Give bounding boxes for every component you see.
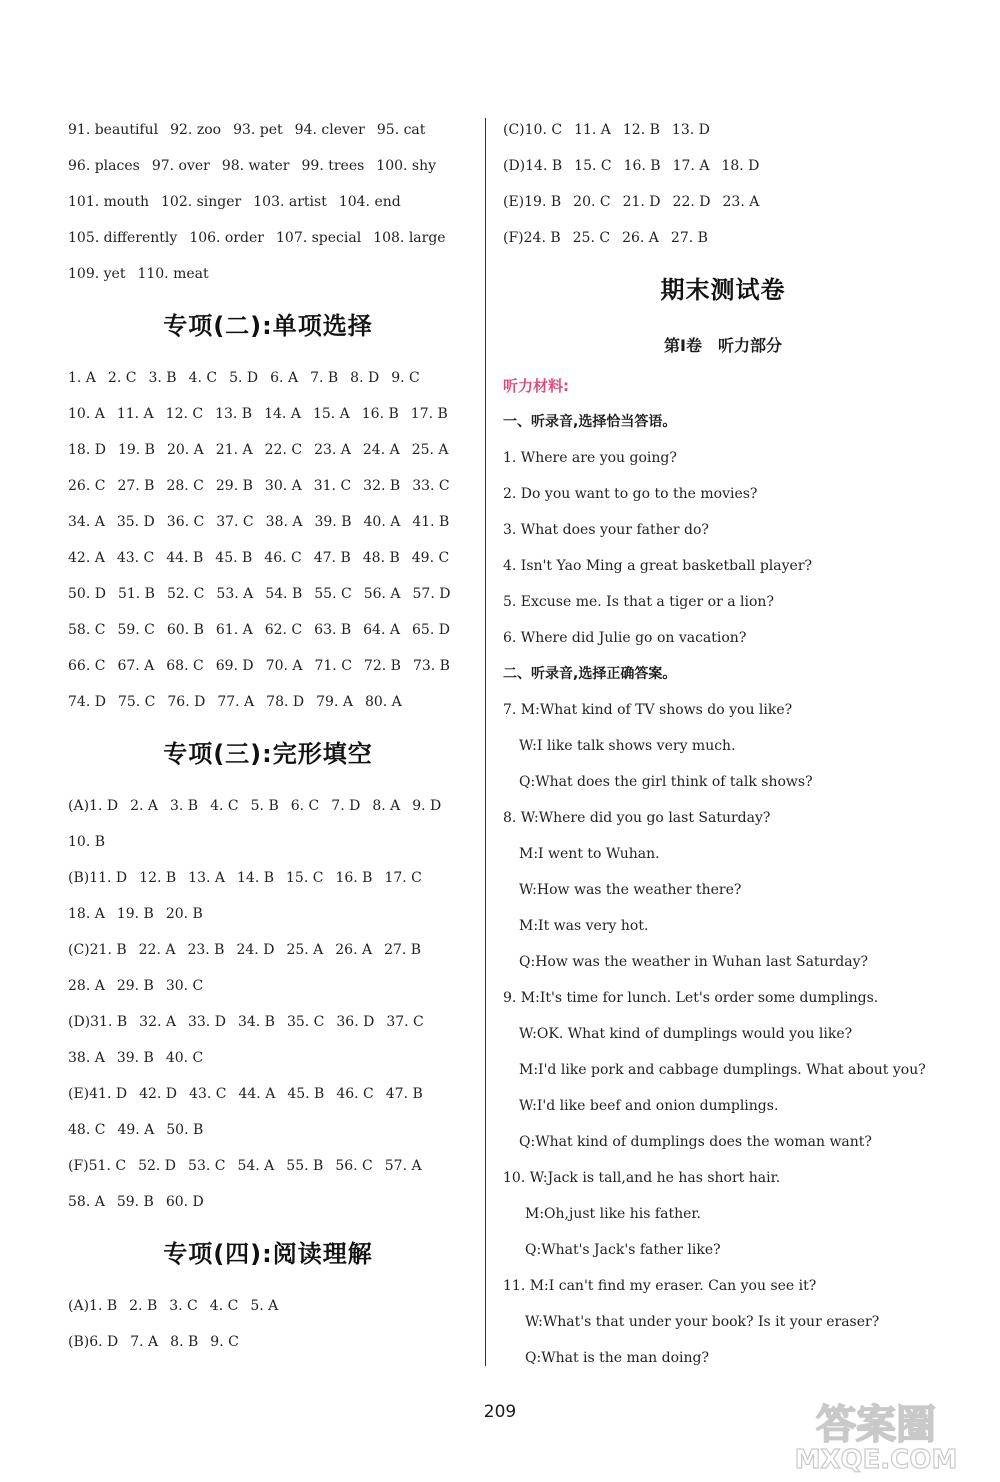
- answer-item: 25. A: [411, 442, 449, 458]
- question-line: 5. Excuse me. Is that a tiger or a lion?: [503, 594, 774, 610]
- answer-item: 42. A: [68, 550, 105, 566]
- answer-item: 3. B: [170, 798, 199, 814]
- answer-item: 8. A: [372, 798, 401, 814]
- dialogue-line: W:What's that under your book? Is it your eraser?: [525, 1314, 880, 1330]
- answer-item: 67. A: [117, 658, 155, 674]
- answer-item: 29. B: [215, 478, 253, 494]
- answer-item: 107. special: [276, 230, 362, 246]
- answer-item: 25. A: [286, 942, 324, 958]
- answer-item: 34. B: [237, 1014, 275, 1030]
- answer-item: 37. C: [386, 1014, 424, 1030]
- answer-item: 97. over: [151, 158, 210, 174]
- answer-item: 34. A: [68, 514, 105, 530]
- answer-item: 12. C: [165, 406, 204, 422]
- answer-item: 3. B: [148, 370, 177, 386]
- answer-item: 57. A: [384, 1158, 422, 1174]
- answer-row: [68, 360, 468, 396]
- watermark-logo: [766, 1394, 986, 1474]
- answer-item: (F)51. C: [68, 1158, 127, 1174]
- answer-item: 10. A: [68, 406, 105, 422]
- answer-item: 33. C: [412, 478, 450, 494]
- answer-item: 106. order: [189, 230, 264, 246]
- dialogue-line: W:I'd like beef and onion dumplings.: [519, 1098, 779, 1114]
- answer-item: 61. A: [215, 622, 253, 638]
- dialogue-line: Q:What is the man doing?: [525, 1350, 709, 1366]
- question-line: 3. What does your father do?: [503, 522, 709, 538]
- answer-row: [68, 148, 468, 184]
- answer-item: 49. C: [411, 550, 450, 566]
- answer-row: [68, 1324, 468, 1360]
- answer-item: 42. D: [139, 1086, 178, 1102]
- answer-item: 16. B: [623, 158, 661, 174]
- answer-item: 109. yet: [68, 266, 126, 282]
- answer-row: [68, 1076, 468, 1112]
- answer-item: 15. C: [286, 870, 324, 886]
- answer-item: 14. B: [237, 870, 275, 886]
- answer-item: 2. B: [129, 1298, 158, 1314]
- answer-item: (D)31. B: [68, 1014, 128, 1030]
- answer-item: 22. D: [672, 194, 711, 210]
- answer-item: 72. B: [363, 658, 401, 674]
- answer-row: [68, 896, 468, 932]
- answer-item: 13. D: [671, 122, 710, 138]
- answer-item: 63. B: [314, 622, 352, 638]
- answer-item: 7. A: [130, 1334, 159, 1350]
- material-label: 听力材料:: [503, 377, 569, 395]
- answer-item: (B)11. D: [68, 870, 128, 886]
- dialogue-line: W:OK. What kind of dumplings would you like?: [519, 1026, 853, 1042]
- answer-item: (A)1. B: [68, 1298, 118, 1314]
- answer-item: 76. D: [167, 694, 206, 710]
- answer-item: 56. C: [335, 1158, 373, 1174]
- answer-item: 23. A: [314, 442, 351, 458]
- answer-item: 45. B: [215, 550, 253, 566]
- answers-single-choice: [68, 360, 468, 720]
- answer-item: 5. A: [250, 1298, 279, 1314]
- answer-row: [68, 396, 468, 432]
- answer-item: 23. A: [722, 194, 760, 210]
- answer-item: 39. B: [116, 1050, 154, 1066]
- answer-row: [68, 612, 468, 648]
- answers-reading-cont: [503, 112, 943, 256]
- question-line: 2. Do you want to go to the movies?: [503, 486, 758, 502]
- answer-item: (B)6. D: [68, 1334, 119, 1350]
- answer-row: [68, 788, 468, 824]
- dialogue-line: 8. W:Where did you go last Saturday?: [503, 810, 771, 826]
- answer-row: [68, 540, 468, 576]
- answer-item: 7. D: [331, 798, 361, 814]
- answer-item: 8. D: [350, 370, 380, 386]
- answer-item: 17. B: [410, 406, 448, 422]
- answer-item: 21. A: [215, 442, 253, 458]
- answer-item: 59. B: [116, 1194, 154, 1210]
- answer-item: 56. A: [363, 586, 401, 602]
- answer-item: 92. zoo: [170, 122, 222, 138]
- answer-item: 36. D: [336, 1014, 375, 1030]
- answer-item: 43. C: [116, 550, 155, 566]
- answer-item: 59. C: [117, 622, 155, 638]
- answers-reading: [68, 1288, 468, 1360]
- answer-row: [68, 1288, 468, 1324]
- answer-item: 54. A: [237, 1158, 275, 1174]
- answer-item: 62. C: [264, 622, 303, 638]
- answer-item: (A)1. D: [68, 798, 119, 814]
- answer-item: 36. C: [166, 514, 205, 530]
- answer-item: 12. B: [622, 122, 660, 138]
- answer-item: 71. C: [314, 658, 352, 674]
- answer-item: 2. C: [107, 370, 137, 386]
- answer-row: [68, 932, 468, 968]
- answer-item: 55. C: [314, 586, 352, 602]
- answer-item: 44. B: [166, 550, 204, 566]
- answer-item: 51. B: [117, 586, 155, 602]
- answer-item: 70. A: [265, 658, 303, 674]
- answer-item: 66. C: [68, 658, 106, 674]
- section-heading-2: 二、听录音,选择正确答案。: [503, 666, 677, 682]
- answer-item: 15. A: [312, 406, 350, 422]
- answer-item: 40. C: [165, 1050, 204, 1066]
- answer-row: [68, 860, 468, 896]
- answer-item: 98. water: [221, 158, 290, 174]
- answer-item: (E)41. D: [68, 1086, 128, 1102]
- answer-item: 53. C: [188, 1158, 226, 1174]
- exam-title: 期末测试卷: [660, 276, 786, 304]
- answer-item: 16. B: [361, 406, 399, 422]
- answer-item: 26. C: [68, 478, 106, 494]
- answer-item: 24. A: [362, 442, 400, 458]
- answer-item: 18. D: [721, 158, 760, 174]
- answer-item: 9. C: [391, 370, 420, 386]
- answer-item: 104. end: [338, 194, 401, 210]
- answer-item: 47. B: [385, 1086, 423, 1102]
- answer-item: 73. B: [412, 658, 450, 674]
- answer-item: 35. C: [286, 1014, 325, 1030]
- dialogue-line: M:I'd like pork and cabbage dumplings. What about you?: [519, 1062, 926, 1078]
- answer-item: 53. A: [216, 586, 254, 602]
- answer-row: [68, 576, 468, 612]
- answer-item: 31. C: [313, 478, 352, 494]
- section-title-single-choice: 专项(二):单项选择: [163, 312, 373, 340]
- answer-item: 91. beautiful: [68, 122, 159, 138]
- answer-item: 60. D: [165, 1194, 204, 1210]
- answer-item: 108. large: [373, 230, 446, 246]
- answer-item: 28. C: [166, 478, 204, 494]
- svg-text:答案圈: 答案圈: [816, 1402, 936, 1448]
- answer-item: 2. A: [130, 798, 158, 814]
- answer-item: 37. C: [216, 514, 254, 530]
- answer-item: 110. meat: [137, 266, 209, 282]
- answer-item: 29. B: [116, 978, 154, 994]
- answer-item: 26. A: [622, 230, 659, 246]
- answer-item: 26. A: [335, 942, 373, 958]
- answer-item: 27. B: [670, 230, 708, 246]
- question-line: 4. Isn't Yao Ming a great basketball player?: [503, 558, 813, 574]
- answer-item: 75. C: [117, 694, 156, 710]
- answer-item: 6. C: [290, 798, 320, 814]
- answer-item: 1. A: [68, 370, 96, 386]
- answer-item: 5. B: [250, 798, 279, 814]
- answer-item: 46. C: [336, 1086, 374, 1102]
- dialogue-line: 9. M:It's time for lunch. Let's order some dumplings.: [503, 990, 879, 1006]
- answer-item: 68. C: [166, 658, 204, 674]
- dialogue-line: Q:What's Jack's father like?: [525, 1242, 721, 1258]
- answer-item: 55. B: [286, 1158, 324, 1174]
- dialogue-line: 7. M:What kind of TV shows do you like?: [503, 702, 793, 718]
- section-title-reading: 专项(四):阅读理解: [163, 1240, 373, 1268]
- answer-item: 79. A: [316, 694, 353, 710]
- answer-item: 32. A: [139, 1014, 176, 1030]
- answer-item: 13. A: [188, 870, 225, 886]
- answer-item: 19. B: [116, 906, 154, 922]
- answer-item: 20. C: [573, 194, 611, 210]
- question-line: 6. Where did Julie go on vacation?: [503, 630, 747, 646]
- answer-item: 64. A: [363, 622, 400, 638]
- answer-item: 100. shy: [376, 158, 437, 174]
- answer-row: [68, 184, 468, 220]
- answer-item: 17. A: [672, 158, 710, 174]
- dialogue-line: M:I went to Wuhan.: [519, 846, 660, 862]
- answer-row: [503, 148, 943, 184]
- column-divider: [485, 118, 486, 1366]
- answer-item: (F)24. B: [503, 230, 561, 246]
- answer-item: 52. D: [138, 1158, 177, 1174]
- dialogue-line: W:I like talk shows very much.: [519, 738, 736, 754]
- section-heading-1: 一、听录音,选择恰当答语。: [503, 414, 677, 430]
- answer-item: 41. B: [412, 514, 450, 530]
- answer-item: 25. C: [572, 230, 611, 246]
- answer-row: [68, 468, 468, 504]
- answer-item: (C)21. B: [68, 942, 127, 958]
- answer-item: 6. A: [270, 370, 299, 386]
- answer-item: 93. pet: [233, 122, 283, 138]
- answer-item: 9. D: [412, 798, 442, 814]
- answer-item: 35. D: [116, 514, 155, 530]
- dialogue-line: 11. M:I can't find my eraser. Can you see it?: [503, 1278, 817, 1294]
- answer-item: (C)10. C: [503, 122, 563, 138]
- answer-item: 22. A: [138, 942, 176, 958]
- dialogue-line: M:It was very hot.: [519, 918, 649, 934]
- answer-item: 49. A: [117, 1122, 155, 1138]
- answer-row: [503, 220, 943, 256]
- answer-row: [68, 256, 468, 292]
- answer-row: [68, 432, 468, 468]
- answer-item: 58. C: [68, 622, 106, 638]
- answer-item: 60. B: [166, 622, 204, 638]
- answer-item: 20. A: [166, 442, 204, 458]
- answer-item: 52. C: [166, 586, 205, 602]
- answer-item: 30. A: [264, 478, 302, 494]
- dialogues-list: [503, 692, 943, 1376]
- answer-item: 11. A: [574, 122, 611, 138]
- answer-item: 30. C: [165, 978, 204, 994]
- answer-item: 28. A: [68, 978, 105, 994]
- answer-row: [68, 648, 468, 684]
- answer-item: 54. B: [265, 586, 303, 602]
- answer-row: [68, 1040, 468, 1076]
- answer-item: 46. C: [264, 550, 302, 566]
- answer-row: [68, 220, 468, 256]
- answer-item: 8. B: [170, 1334, 199, 1350]
- answer-row: [503, 112, 943, 148]
- dialogue-line: W:How was the weather there?: [519, 882, 742, 898]
- answer-item: 38. A: [68, 1050, 105, 1066]
- answer-row: [68, 504, 468, 540]
- answer-item: 58. A: [68, 1194, 105, 1210]
- answer-item: 50. D: [68, 586, 106, 602]
- answer-item: 17. C: [384, 870, 422, 886]
- answer-item: 20. B: [165, 906, 203, 922]
- answer-row: [68, 1004, 468, 1040]
- answer-item: 5. D: [229, 370, 259, 386]
- part-title: 第Ⅰ卷 听力部分: [664, 336, 782, 355]
- answer-item: 4. C: [210, 798, 239, 814]
- answer-item: 9. C: [210, 1334, 239, 1350]
- section-title-cloze: 专项(三):完形填空: [163, 740, 373, 768]
- answer-row: [68, 1148, 468, 1184]
- answer-item: 4. C: [188, 370, 218, 386]
- answer-row: [68, 824, 468, 860]
- answers-cloze: [68, 788, 468, 1220]
- answer-item: 102. singer: [161, 194, 242, 210]
- answer-item: 4. C: [209, 1298, 239, 1314]
- answer-item: 44. A: [238, 1086, 276, 1102]
- answer-item: 15. C: [574, 158, 612, 174]
- answer-item: 50. B: [166, 1122, 204, 1138]
- answer-item: 95. cat: [376, 122, 426, 138]
- answer-item: 40. A: [363, 514, 401, 530]
- answer-item: (D)14. B: [503, 158, 563, 174]
- answer-row: [68, 684, 468, 720]
- answer-item: 12. B: [139, 870, 177, 886]
- answer-item: 96. places: [68, 158, 140, 174]
- answers-vocab: [68, 112, 468, 292]
- answer-item: 48. B: [362, 550, 400, 566]
- dialogue-line: Q:What does the girl think of talk shows?: [519, 774, 813, 790]
- dialogue-line: 10. W:Jack is tall,and he has short hair.: [503, 1170, 781, 1186]
- answer-item: 16. B: [335, 870, 373, 886]
- dialogue-line: Q:How was the weather in Wuhan last Saturday?: [519, 954, 868, 970]
- answer-item: 19. B: [117, 442, 155, 458]
- answer-item: 103. artist: [253, 194, 327, 210]
- answer-item: 48. C: [68, 1122, 106, 1138]
- answer-item: 32. B: [363, 478, 401, 494]
- answer-item: 18. A: [68, 906, 105, 922]
- question-line: 1. Where are you going?: [503, 450, 677, 466]
- answer-item: 11. A: [116, 406, 154, 422]
- answer-item: 74. D: [68, 694, 106, 710]
- answer-item: 105. differently: [68, 230, 178, 246]
- answer-item: 43. C: [189, 1086, 227, 1102]
- left-column: [68, 112, 468, 1360]
- answer-item: 57. D: [412, 586, 451, 602]
- answer-row: [68, 968, 468, 1004]
- answer-item: 3. C: [169, 1298, 198, 1314]
- answer-item: 39. B: [314, 514, 352, 530]
- answer-item: 22. C: [264, 442, 303, 458]
- answer-item: (E)19. B: [503, 194, 562, 210]
- answer-item: 78. D: [266, 694, 305, 710]
- dialogue-line: Q:What kind of dumplings does the woman want?: [519, 1134, 872, 1150]
- answer-row: [68, 1184, 468, 1220]
- answer-item: 24. D: [236, 942, 275, 958]
- dialogue-line: M:Oh,just like his father.: [525, 1206, 701, 1222]
- answer-item: 10. B: [68, 834, 106, 850]
- answer-row: [68, 1112, 468, 1148]
- answer-item: 77. A: [217, 694, 255, 710]
- answer-item: 13. B: [215, 406, 253, 422]
- answer-item: 45. B: [287, 1086, 325, 1102]
- answer-item: 27. B: [117, 478, 155, 494]
- answer-item: 33. D: [187, 1014, 226, 1030]
- answer-row: [68, 112, 468, 148]
- answer-item: 27. B: [384, 942, 422, 958]
- svg-text:MXQE.COM: MXQE.COM: [794, 1445, 958, 1474]
- answer-item: 99. trees: [301, 158, 365, 174]
- answer-item: 65. D: [412, 622, 450, 638]
- answer-row: [503, 184, 943, 220]
- answer-item: 47. B: [313, 550, 351, 566]
- questions-list: [503, 440, 943, 656]
- page-number: 209: [483, 1402, 517, 1422]
- answer-item: 38. A: [265, 514, 303, 530]
- answer-item: 101. mouth: [68, 194, 149, 210]
- answer-item: 7. B: [310, 370, 339, 386]
- answer-item: 21. D: [622, 194, 661, 210]
- answer-item: 23. B: [187, 942, 225, 958]
- answer-item: 14. A: [264, 406, 301, 422]
- answer-item: 80. A: [364, 694, 402, 710]
- answer-item: 94. clever: [294, 122, 365, 138]
- answer-item: 69. D: [215, 658, 254, 674]
- answer-item: 18. D: [68, 442, 106, 458]
- right-column: [503, 112, 943, 1376]
